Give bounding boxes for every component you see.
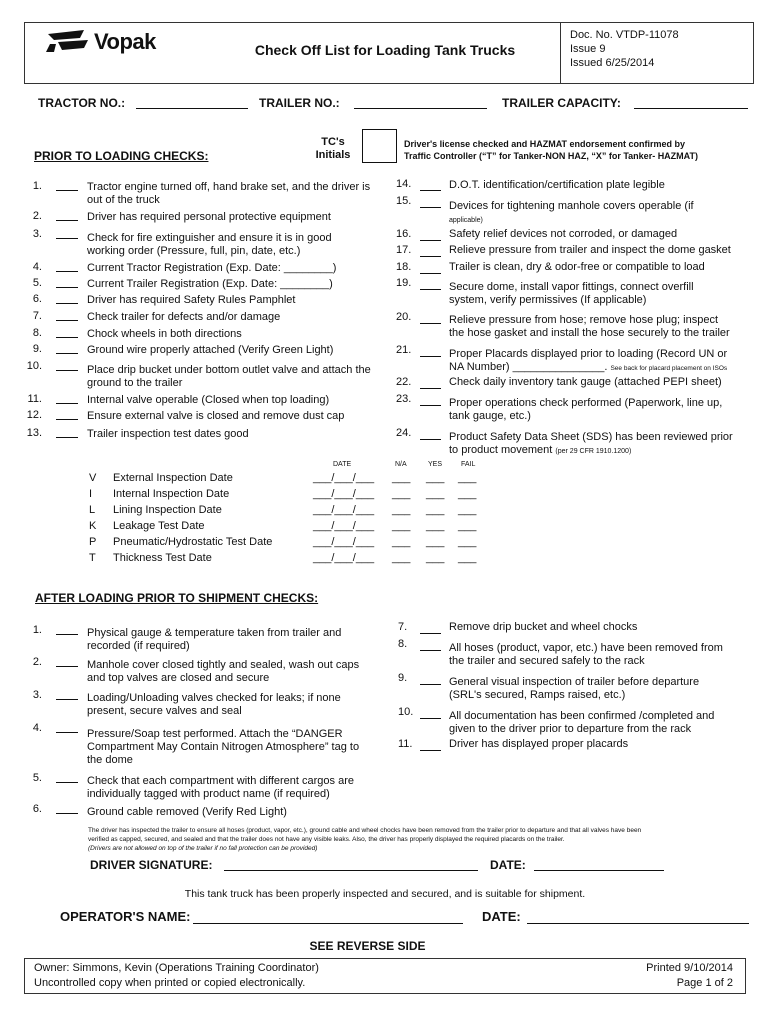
test-code: V xyxy=(89,472,97,484)
statement-line3: (Drivers are not allowed on top of the trailer if no fall protection can be provided) xyxy=(88,845,318,852)
item-text: Devices for tightening manhole covers operable (if applicable) xyxy=(449,200,694,224)
test-fail-field[interactable]: ___ xyxy=(458,520,477,532)
test-name: Pneumatic/Hydrostatic Test Date xyxy=(113,536,273,548)
test-date-field[interactable]: ___/___/___ xyxy=(313,552,375,564)
license-note xyxy=(404,138,698,162)
check-blank[interactable] xyxy=(420,633,441,634)
tractor-label: TRACTOR NO.: xyxy=(38,96,126,110)
item-number: 13. xyxy=(26,427,42,439)
item-number: 12. xyxy=(26,409,42,421)
cfr-note: (per 29 CFR 1910.1200) xyxy=(555,448,632,455)
item-text: Safety relief devices not corroded, or damaged xyxy=(449,228,678,240)
item-text: All documentation has been confirmed /completed and given to the driver prior to departure from the rack xyxy=(449,710,715,735)
check-blank[interactable] xyxy=(420,190,441,191)
driver-date-label: DATE: xyxy=(490,858,526,872)
test-yes-field[interactable]: ___ xyxy=(426,552,445,564)
item-number: 18. xyxy=(396,261,412,273)
item-text: Check that each compartment with different cargos are individually tagged with product name (if required) xyxy=(87,775,354,800)
item-number: 17. xyxy=(396,244,412,256)
test-date-field[interactable]: ___/___/___ xyxy=(313,504,375,516)
item-text: Trailer inspection test dates good xyxy=(87,428,249,440)
issue-number: Issue 9 xyxy=(570,43,606,55)
driver-signature-label: DRIVER SIGNATURE: xyxy=(90,858,213,872)
test-code: T xyxy=(89,552,96,564)
footer-printed-date: Printed 9/10/2014 xyxy=(646,962,733,974)
item-text: Product Safety Data Sheet (SDS) has been reviewed prior to product movement (per 29 CFR 1910.1200) xyxy=(449,431,733,456)
item-text: Check trailer for defects and/or damage xyxy=(87,311,281,323)
test-na-field[interactable]: ___ xyxy=(392,504,411,516)
item-text: D.O.T. identification/certification plate legible xyxy=(449,179,665,191)
check-blank[interactable] xyxy=(420,207,441,208)
test-date-field[interactable]: ___/___/___ xyxy=(313,520,375,532)
item-text: Remove drip bucket and wheel chocks xyxy=(449,621,638,633)
test-name: External Inspection Date xyxy=(113,472,233,484)
test-fail-field[interactable]: ___ xyxy=(458,552,477,564)
item-number: 11. xyxy=(27,393,42,405)
test-yes-field[interactable]: ___ xyxy=(426,536,445,548)
test-yes-field[interactable]: ___ xyxy=(426,520,445,532)
item-text: Tractor engine turned off, hand brake set, and the driver is out of the truck xyxy=(87,181,371,206)
col-yes-header: YES xyxy=(428,461,443,468)
item-text: Manhole cover closed tightly and sealed, wash out caps and top valves are closed and secure xyxy=(87,659,360,684)
item-text: Driver has required personal protective equipment xyxy=(87,211,331,223)
test-date-field[interactable]: ___/___/___ xyxy=(313,472,375,484)
item-number: 5. xyxy=(32,277,42,289)
test-na-field[interactable]: ___ xyxy=(392,520,411,532)
item-text: Ground cable removed (Verify Red Light) xyxy=(87,806,287,818)
check-blank[interactable] xyxy=(56,238,78,239)
brand-name: Vopak xyxy=(94,29,156,54)
operator-date-label: DATE: xyxy=(482,909,521,924)
item-text: Pressure/Soap test performed. Attach the “DANGER Compartment May Contain Nitrogen Atmosphere” tag to the dome xyxy=(87,728,360,766)
operator-date-field[interactable] xyxy=(527,923,749,924)
item-number: 21. xyxy=(396,344,412,356)
item-text: General visual inspection of trailer before departure (SRL's secured, Ramps raised, etc.) xyxy=(449,676,700,701)
check-blank[interactable] xyxy=(56,813,78,814)
test-name: Lining Inspection Date xyxy=(113,504,222,516)
test-yes-field[interactable]: ___ xyxy=(426,488,445,500)
item-number: 6. xyxy=(32,293,42,305)
item-text: Proper operations check performed (Paperwork, line up, tank gauge, etc.) xyxy=(449,397,723,422)
check-blank[interactable] xyxy=(420,323,441,324)
item-number: 3. xyxy=(32,228,42,240)
operator-name-label: OPERATOR'S NAME: xyxy=(60,909,191,924)
item-number: 8. xyxy=(32,327,42,339)
license-note-line2: Traffic Controller (“T” for Tanker-NON HAZ, “X” for Tanker- HAZMAT) xyxy=(404,151,699,161)
check-blank[interactable] xyxy=(56,320,78,321)
driver-statement xyxy=(88,826,748,853)
header-divider xyxy=(560,22,561,83)
item-number: 1. xyxy=(32,624,42,636)
item-number: 5. xyxy=(32,772,42,784)
item-number: 1. xyxy=(32,180,42,192)
item-text: Check for fire extinguisher and ensure it is in good working order (Pressure, full, pin, date, etc.) xyxy=(87,232,332,257)
check-blank[interactable] xyxy=(56,353,78,354)
check-blank[interactable] xyxy=(56,419,78,420)
footer-page-number: Page 1 of 2 xyxy=(676,977,733,989)
section-prior-heading: PRIOR TO LOADING CHECKS: xyxy=(34,149,209,163)
check-blank[interactable] xyxy=(56,732,78,733)
doc-number: Doc. No. VTDP-11078 xyxy=(570,29,679,41)
check-blank[interactable] xyxy=(420,289,441,290)
inspected-statement: This tank truck has been properly inspected and secured, and is suitable for shipment. xyxy=(184,888,586,900)
tc-initials-label: Initials xyxy=(315,149,351,161)
test-na-field[interactable]: ___ xyxy=(392,488,411,500)
check-blank[interactable] xyxy=(56,271,78,272)
placard-note: See back for placard placement on ISOs xyxy=(610,365,728,372)
statement-line2: verified as capped, secured, and sealed and that the trailer does not have any visible leaks. Also, the driver has properly displayed the required placards on the trailer. xyxy=(88,836,565,843)
item-text: Relieve pressure from trailer and inspect the dome gasket xyxy=(449,244,731,256)
test-yes-field[interactable]: ___ xyxy=(426,504,445,516)
item-number: 14. xyxy=(396,178,412,190)
item-text: Ground wire properly attached (Verify Green Light) xyxy=(87,344,334,356)
footer-uncontrolled: Uncontrolled copy when printed or copied electronically. xyxy=(34,977,306,989)
item-number: 24. xyxy=(396,427,412,439)
check-blank[interactable] xyxy=(56,699,78,700)
item-text: Internal valve operable (Closed when top loading) xyxy=(87,394,330,406)
item-text: Secure dome, install vapor fittings, connect overfill system, verify permissives (If applicable) xyxy=(449,281,694,306)
item-text: Place drip bucket under bottom outlet valve and attach the ground to the trailer xyxy=(87,364,371,389)
item-number: 10. xyxy=(398,706,414,718)
license-note-line1: Driver's license checked and HAZMAT endorsement confirmed by xyxy=(404,139,686,149)
trailer-label: TRAILER NO.: xyxy=(259,96,340,110)
operator-name-field[interactable] xyxy=(193,923,463,924)
item-text: Current Trailer Registration (Exp. Date: ________) xyxy=(87,278,333,290)
item-text: Trailer is clean, dry & odor-free or compatible to load xyxy=(449,261,705,273)
check-blank[interactable] xyxy=(420,388,441,389)
check-blank[interactable] xyxy=(420,240,441,241)
check-blank[interactable] xyxy=(420,273,441,274)
item-text: Driver has required Safety Rules Pamphlet xyxy=(87,294,296,306)
item-number: 2. xyxy=(32,210,42,222)
test-yes-field[interactable]: ___ xyxy=(426,472,445,484)
item-text: Ensure external valve is closed and remove dust cap xyxy=(87,410,345,422)
check-blank[interactable] xyxy=(56,337,78,338)
item-text: Proper Placards displayed prior to loading (Record UN or NA Number) _______________. See back for placard placement on ISOs xyxy=(449,348,728,373)
item-number: 7. xyxy=(398,621,408,633)
item-number: 23. xyxy=(396,393,412,405)
item-number: 4. xyxy=(32,261,42,273)
check-blank[interactable] xyxy=(56,370,78,371)
test-fail-field[interactable]: ___ xyxy=(458,504,477,516)
vopak-logo xyxy=(44,28,174,58)
check-blank[interactable] xyxy=(56,220,78,221)
check-blank[interactable] xyxy=(56,190,78,191)
check-blank[interactable] xyxy=(56,634,78,635)
item-text: Current Tractor Registration (Exp. Date: ________) xyxy=(87,262,337,274)
item-number: 16. xyxy=(396,228,412,240)
check-blank[interactable] xyxy=(56,437,78,438)
check-blank[interactable] xyxy=(420,439,441,440)
item-number: 9. xyxy=(32,343,42,355)
item-number: 7. xyxy=(32,310,42,322)
item-number: 9. xyxy=(398,672,408,684)
test-code: I xyxy=(89,488,93,500)
item-number: 2. xyxy=(32,656,42,668)
item-text: Check daily inventory tank gauge (attached PEPI sheet) xyxy=(449,376,722,388)
item-number: 10. xyxy=(26,360,42,372)
item-number: 8. xyxy=(398,638,408,650)
footer-owner: Owner: Simmons, Kevin (Operations Training Coordinator) xyxy=(34,962,319,974)
test-name: Leakage Test Date xyxy=(113,520,205,532)
test-na-field[interactable]: ___ xyxy=(392,536,411,548)
check-blank[interactable] xyxy=(420,650,441,651)
issued-date: Issued 6/25/2014 xyxy=(570,57,655,69)
col-na-header: N/A xyxy=(395,461,407,468)
item-text: Driver has displayed proper placards xyxy=(449,738,629,750)
tc-label: TC's xyxy=(321,136,345,148)
test-name: Internal Inspection Date xyxy=(113,488,230,500)
check-blank[interactable] xyxy=(420,750,441,751)
test-fail-field[interactable]: ___ xyxy=(458,472,477,484)
check-blank[interactable] xyxy=(56,403,78,404)
driver-signature-field[interactable] xyxy=(224,870,478,871)
item-number: 22. xyxy=(396,376,412,388)
item-number: 19. xyxy=(396,277,412,289)
test-date-field[interactable]: ___/___/___ xyxy=(313,536,375,548)
test-fail-field[interactable]: ___ xyxy=(458,488,477,500)
item-number: 6. xyxy=(32,803,42,815)
vopak-logo-icon xyxy=(44,30,92,54)
item-number: 11. xyxy=(398,738,413,750)
capacity-field[interactable] xyxy=(634,108,748,109)
test-code: P xyxy=(89,536,97,548)
item-text: Chock wheels in both directions xyxy=(87,328,242,340)
check-blank[interactable] xyxy=(56,287,78,288)
tractor-field[interactable] xyxy=(136,108,248,109)
item-number: 20. xyxy=(396,311,412,323)
check-blank[interactable] xyxy=(420,405,441,406)
section-after-heading: AFTER LOADING PRIOR TO SHIPMENT CHECKS: xyxy=(35,591,319,605)
statement-line1: The driver has inspected the trailer to ensure all hoses (product, vapor, etc.), ground cable and wheel chocks have been removed from the trailer prior to departure and that all valves have been xyxy=(88,827,642,834)
document-title: Check Off List for Loading Tank Trucks xyxy=(254,42,516,58)
test-fail-field[interactable]: ___ xyxy=(458,536,477,548)
test-name: Thickness Test Date xyxy=(113,552,212,564)
driver-date-field[interactable] xyxy=(534,870,664,871)
see-reverse-side: SEE REVERSE SIDE xyxy=(309,939,426,953)
item-text: Relieve pressure from hose; remove hose plug; inspect the hose gasket and install the hose securely to the trailer xyxy=(449,314,730,339)
item-text: All hoses (product, vapor, etc.) have been removed from the trailer and secured safely to the rack xyxy=(449,642,723,667)
col-date-header: DATE xyxy=(333,461,352,468)
check-blank[interactable] xyxy=(56,666,78,667)
test-code: K xyxy=(89,520,97,532)
test-date-field[interactable]: ___/___/___ xyxy=(313,488,375,500)
check-blank[interactable] xyxy=(56,303,78,304)
check-blank[interactable] xyxy=(56,782,78,783)
item-number: 15. xyxy=(396,195,412,207)
item-number: 4. xyxy=(32,722,42,734)
check-blank[interactable] xyxy=(420,356,441,357)
test-code: L xyxy=(89,504,96,516)
check-blank[interactable] xyxy=(420,684,441,685)
item-text: Loading/Unloading valves checked for leaks; if none present, secure valves and seal xyxy=(87,692,341,717)
capacity-label: TRAILER CAPACITY: xyxy=(502,96,621,110)
col-fail-header: FAIL xyxy=(461,461,476,468)
check-blank[interactable] xyxy=(420,718,441,719)
test-na-field[interactable]: ___ xyxy=(392,472,411,484)
check-blank[interactable] xyxy=(420,256,441,257)
trailer-field[interactable] xyxy=(354,108,487,109)
item-number: 3. xyxy=(32,689,42,701)
test-na-field[interactable]: ___ xyxy=(392,552,411,564)
tc-initials-box[interactable] xyxy=(362,129,397,163)
item-text: Physical gauge & temperature taken from trailer and recorded (if required) xyxy=(87,627,342,652)
